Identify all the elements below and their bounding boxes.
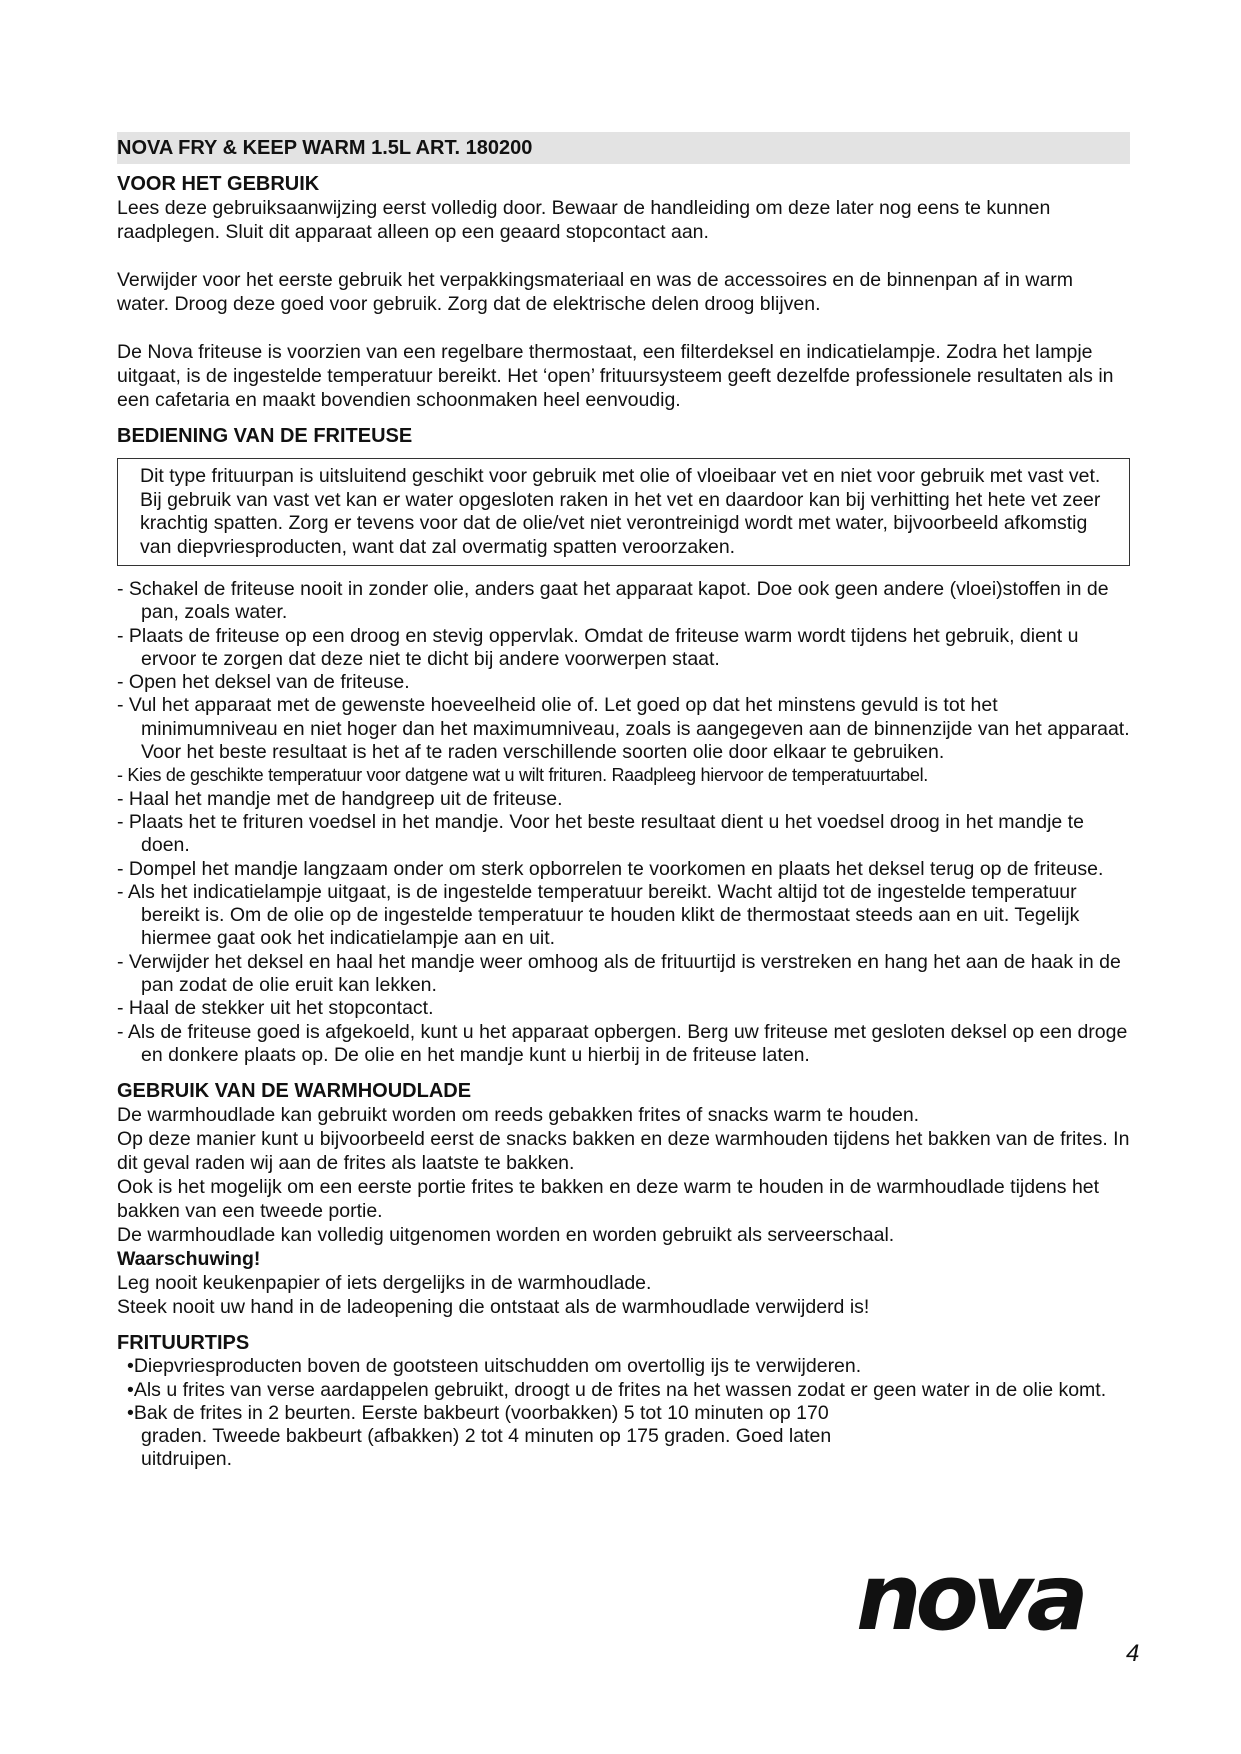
logo-text: nova	[856, 1557, 1083, 1647]
heading-operation: BEDIENING VAN DE FRITEUSE	[117, 425, 413, 447]
paragraph: De warmhoudlade kan volledig uitgenomen worden en worden gebruikt als serveerschaal.	[117, 1224, 895, 1247]
heading-before-use: VOOR HET GEBRUIK	[117, 173, 320, 195]
warning-box	[117, 458, 1130, 566]
paragraph: Leg nooit keukenpapier of iets dergelijks in de warmhoudlade.	[117, 1272, 652, 1295]
list-item: • Bak de frites in 2 beurten. Eerste bakbeurt (voorbakken) 5 tot 10 minuten op 170 graden. Tweede bakbeurt (afbakken) 2 tot 4 minuten op 175 graden. Goed laten uitdruipen.	[117, 1402, 861, 1472]
list-item: - Plaats de friteuse op een droog en stevig oppervlak. Omdat de friteuse warm wordt tijdens het gebruik, dient u ervoor te zorgen dat deze niet te dicht bij andere voorwerpen staat.	[117, 625, 1130, 672]
list-item: - Vul het apparaat met de gewenste hoeveelheid olie of. Let goed op dat het minstens gevuld is tot het minimumniveau en niet hoger dan het maximumniveau, zoals is aangegeven aan de binnenzijde van het apparaat. Voor het beste resultaat is het af te raden verschillende soorten olie door elkaar te gebruiken.	[117, 694, 1130, 764]
tips-list	[117, 1355, 1130, 1471]
list-item: - Dompel het mandje langzaam onder om sterk opborrelen te voorkomen en plaats het deksel terug op de friteuse.	[117, 858, 1130, 881]
warning-title: Waarschuwing!	[117, 1248, 261, 1271]
manual-page	[117, 132, 1130, 1472]
document-title: NOVA FRY & KEEP WARM 1.5L ART. 180200	[117, 137, 533, 159]
list-item: - Haal het mandje met de handgreep uit de friteuse.	[117, 788, 1130, 811]
document-title-bar	[117, 132, 1130, 164]
paragraph: Lees deze gebruiksaanwijzing eerst volledig door. Bewaar de handleiding om deze later nog eens te kunnen raadplegen. Sluit dit apparaat alleen op een geaard stopcontact aan.	[117, 197, 1051, 243]
list-item: - Open het deksel van de friteuse.	[117, 671, 1130, 694]
nova-logo	[852, 1557, 1142, 1647]
list-item: - Als het indicatielampje uitgaat, is de ingestelde temperatuur bereikt. Wacht altijd tot de ingestelde temperatuur bereikt is. Om de olie op de ingestelde temperatuur te houden klikt de thermostaat steeds aan en uit. Tegelijk hiermee gaat ook het indicatielampje aan en uit.	[117, 881, 1130, 951]
list-item: - Haal de stekker uit het stopcontact.	[117, 997, 1130, 1020]
list-item: • Diepvriesproducten boven de gootsteen uitschudden om overtollig ijs te verwijderen.	[117, 1355, 1130, 1378]
list-item: - Schakel de friteuse nooit in zonder olie, anders gaat het apparaat kapot. Doe ook geen andere (vloei)stoffen in de pan, zoals water.	[117, 578, 1130, 625]
paragraph: De warmhoudlade kan gebruikt worden om reeds gebakken frites of snacks warm te houden.	[117, 1104, 920, 1127]
paragraph: Op deze manier kunt u bijvoorbeeld eerst de snacks bakken en deze warmhouden tijdens het bakken van de frites. In dit geval raden wij aan de frites als laatste te bakken.	[117, 1128, 1130, 1175]
paragraph: Ook is het mogelijk om een eerste portie frites te bakken en deze warm te houden in de warmhoudlade tijdens het bakken van een tweede portie.	[117, 1176, 1100, 1223]
paragraph: Steek nooit uw hand in de ladeopening die ontstaat als de warmhoudlade verwijderd is!	[117, 1296, 870, 1319]
heading-tips: FRITUURTIPS	[117, 1332, 250, 1355]
list-item: - Kies de geschikte temperatuur voor datgene wat u wilt frituren. Raadpleeg hiervoor de temperatuurtabel.	[117, 764, 1130, 787]
list-item: - Als de friteuse goed is afgekoeld, kunt u het apparaat opbergen. Berg uw friteuse met gesloten deksel op een droge en donkere plaats op. De olie en het mandje kunt u hierbij in de friteuse laten.	[117, 1021, 1130, 1068]
list-item: • Als u frites van verse aardappelen gebruikt, droogt u de frites na het wassen zodat er geen water in de olie komt.	[117, 1379, 1130, 1402]
heading-warming-drawer: GEBRUIK VAN DE WARMHOUDLADE	[117, 1080, 472, 1103]
list-item: - Plaats het te frituren voedsel in het mandje. Voor het beste resultaat dient u het voedsel droog in het mandje te doen.	[117, 811, 1130, 858]
list-item: - Verwijder het deksel en haal het mandje weer omhoog als de frituurtijd is verstreken en hang het aan de haak in de pan zodat de olie eruit kan lekken.	[117, 951, 1130, 998]
warning-box-text: Dit type frituurpan is uitsluitend geschikt voor gebruik met olie of vloeibaar vet en niet voor gebruik met vast vet. Bij gebruik van vast vet kan er water opgesloten raken in het vet en daardoor kan bij verhitting het hete vet zeer krachtig spatten. Zorg er tevens voor dat de olie/vet niet verontreinigd wordt met water, bijvoorbeeld afkomstig van diepvriesproducten, want dat zal overmatig spatten veroorzaken.	[140, 465, 1101, 558]
operation-steps	[117, 578, 1130, 1067]
page-number: 4	[1126, 1640, 1140, 1667]
paragraph: De Nova friteuse is voorzien van een regelbare thermostaat, een filterdeksel en indicatielampje. Zodra het lampje uitgaat, is de ingestelde temperatuur bereikt. Het ‘open’ frituursysteem geeft dezelfde professionele resultaten als in een cafetaria en maakt bovendien schoonmaken heel eenvoudig.	[117, 341, 1114, 411]
paragraph: Verwijder voor het eerste gebruik het verpakkingsmateriaal en was de accessoires en de binnenpan af in warm water. Droog deze goed voor gebruik. Zorg dat de elektrische delen droog blijven.	[117, 269, 1074, 315]
